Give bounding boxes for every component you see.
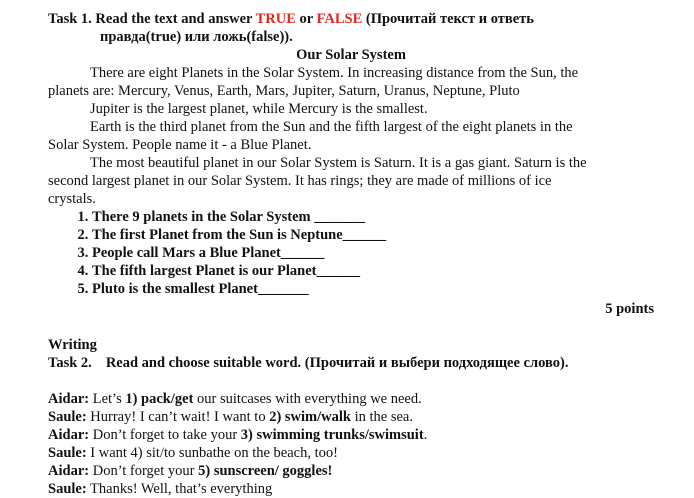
or-word: or [295,11,317,27]
question-item: 4. The fifth largest Planet is our Planet______ [92,262,654,280]
para4-line1: The most beautiful planet in our Solar System is Saturn. It is a gas giant. Saturn is the [90,155,587,171]
spacer [48,372,654,390]
task1-suffix: (Прочитай текст и ответь [362,11,534,27]
dialogue-line: Saule: I want 4) sit/to sunbathe on the beach, too! [48,445,338,461]
dialogue-line: Saule: Hurray! I can’t wait! I want to 2) swim/walk in the sea. [48,409,413,425]
spacer [48,318,654,336]
para1-line1: There are eight Planets in the Solar System. In increasing distance from the Sun, the [90,65,579,81]
para2: Jupiter is the largest planet, while Mercury is the smallest. [90,101,428,117]
text-title: Our Solar System [296,47,406,63]
question-item: 3. People call Mars a Blue Planet______ [92,244,654,262]
question-item: 5. Pluto is the smallest Planet_______ [92,280,654,298]
true-word: TRUE [255,11,296,27]
points-label: 5 points [605,301,654,317]
question-list [48,208,654,298]
dialogue-line: Aidar: Don’t forget your 5) sunscreen/ goggles! [48,463,333,479]
para3-line1: Earth is the third planet from the Sun and the fifth largest of the eight planets in the [90,119,573,135]
task2-heading [48,354,654,372]
para1-line2: planets are: Mercury, Venus, Earth, Mars, Jupiter, Saturn, Uranus, Neptune, Pluto [48,83,520,99]
para4-line2: second largest planet in our Solar System. It has rings; they are made of millions of ice [48,173,552,189]
dialogue-line: Aidar: Let’s 1) pack/get our suitcases with everything we need. [48,391,422,407]
task2-text: Read and choose suitable word. (Прочитай и выбери подходящее слово). [105,355,569,371]
dialogue-line: Aidar: Don’t forget to take your 3) swimming trunks/swimsuit. [48,427,428,443]
para4-line3: crystals. [48,191,96,207]
dialogue [48,390,654,498]
dialogue-line: Saule: Thanks! Well, that’s everything [48,481,273,497]
question-item: 1. There 9 planets in the Solar System _______ [92,208,654,226]
task1-heading [48,10,654,28]
task2-label: Task 2. [48,355,92,371]
task1-heading-line2: правда(true) или ложь(false)). [100,29,293,45]
question-item: 2. The first Planet from the Sun is Neptune______ [92,226,654,244]
worksheet [48,10,654,498]
false-word: FALSE [316,11,363,27]
writing-heading: Writing [48,337,97,353]
para3-line2: Solar System. People name it - a Blue Planet. [48,137,312,153]
task1-prefix: Task 1. Read the text and answer [48,11,256,27]
